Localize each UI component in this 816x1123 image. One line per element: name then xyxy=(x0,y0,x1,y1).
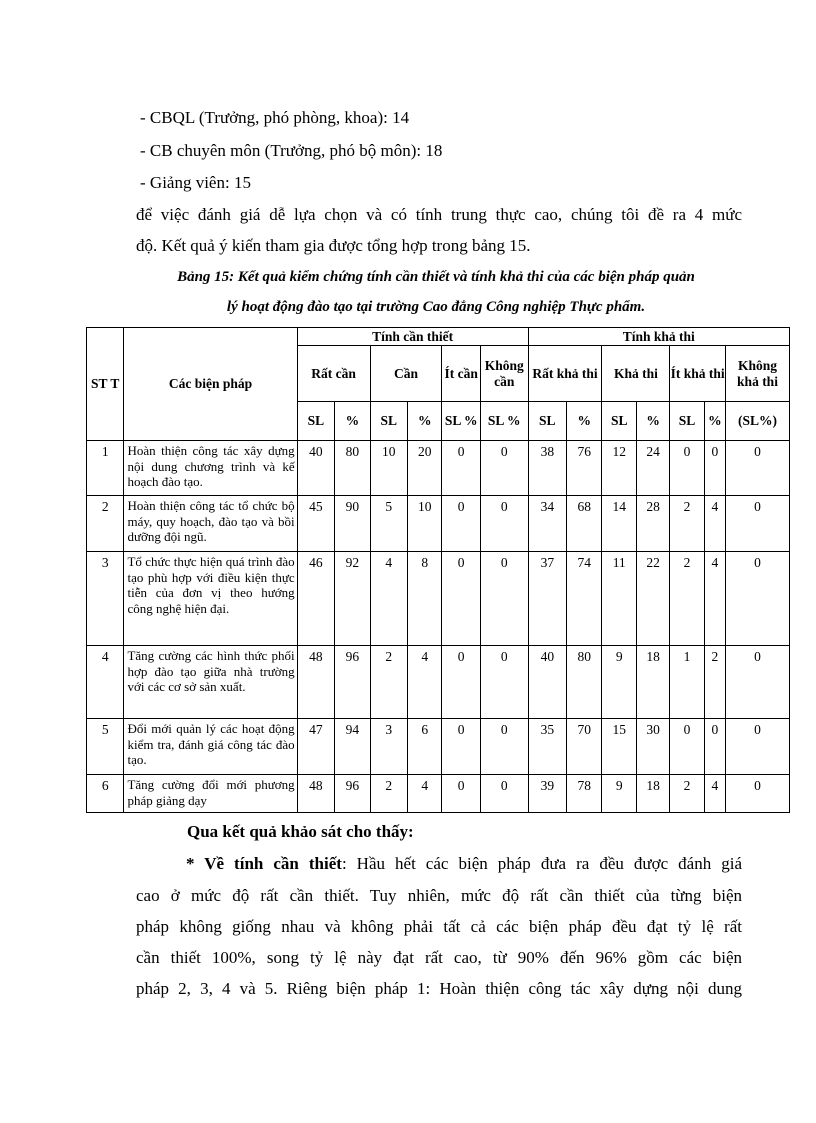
row-value: 0 xyxy=(480,552,528,646)
row-bien-phap: Tăng cường đổi mới phương pháp giảng dạy xyxy=(124,775,297,813)
row-bien-phap: Hoàn thiện công tác xây dựng nội dung chương trình và kế hoạch đào tạo. xyxy=(124,441,297,496)
header-pct: % xyxy=(567,402,602,441)
row-value: 38 xyxy=(528,441,566,496)
row-value: 15 xyxy=(602,719,636,775)
row-value: 0 xyxy=(480,496,528,552)
row-stt: 4 xyxy=(87,646,124,719)
row-value: 4 xyxy=(408,646,442,719)
row-value: 0 xyxy=(726,646,790,719)
row-value: 68 xyxy=(567,496,602,552)
row-value: 24 xyxy=(636,441,669,496)
header-sl: SL xyxy=(670,402,704,441)
row-value: 0 xyxy=(442,441,480,496)
row-value: 0 xyxy=(726,552,790,646)
header-pct: % xyxy=(704,402,725,441)
header-rat-kha-thi: Rất khả thi xyxy=(528,346,602,402)
row-value: 96 xyxy=(335,646,370,719)
row-value: 28 xyxy=(636,496,669,552)
header-pct: % xyxy=(636,402,669,441)
row-value: 40 xyxy=(297,441,334,496)
row-value: 0 xyxy=(670,719,704,775)
intro-line-cbql: - CBQL (Trưởng, phó phòng, khoa): 14 xyxy=(140,108,410,127)
row-bien-phap: Tăng cường các hình thức phối hợp đào tạo giữa nhà trường với các cơ sở sản xuất. xyxy=(124,646,297,719)
table-caption-line-1: Bảng 15: Kết quả kiểm chứng tính cần thiết và tính khả thi của các biện pháp quản xyxy=(177,269,695,285)
header-can: Cần xyxy=(370,346,442,402)
para2-line-5: pháp 2, 3, 4 và 5. Riêng biện pháp 1: Hoàn thiện công tác xây dựng nội dung xyxy=(136,979,742,998)
row-value: 2 xyxy=(670,552,704,646)
header-sl: SL xyxy=(370,402,407,441)
para2-line-2: cao ở mức độ rất cần thiết. Tuy nhiên, mức độ rất cần thiết của từng biện xyxy=(136,886,742,905)
header-sl-pct: SL % xyxy=(442,402,480,441)
row-value: 11 xyxy=(602,552,636,646)
header-it-can: Ít cần xyxy=(442,346,480,402)
row-value: 48 xyxy=(297,775,334,813)
row-value: 0 xyxy=(704,719,725,775)
header-tinh-kha-thi: Tính khả thi xyxy=(528,328,789,346)
para1-line-2: độ. Kết quả ý kiến tham gia được tổng hợp trong bảng 15. xyxy=(136,236,531,255)
row-value: 76 xyxy=(567,441,602,496)
row-stt: 3 xyxy=(87,552,124,646)
row-value: 74 xyxy=(567,552,602,646)
para2-line-3: pháp không giống nhau và không phải tất cả các biện pháp đều đạt tỷ lệ rất xyxy=(136,917,742,936)
row-value: 0 xyxy=(442,496,480,552)
para2-line-1 xyxy=(136,854,742,874)
row-value: 20 xyxy=(408,441,442,496)
row-value: 0 xyxy=(480,441,528,496)
row-value: 2 xyxy=(370,775,407,813)
row-value: 94 xyxy=(335,719,370,775)
row-value: 18 xyxy=(636,646,669,719)
row-value: 47 xyxy=(297,719,334,775)
row-value: 14 xyxy=(602,496,636,552)
row-value: 35 xyxy=(528,719,566,775)
row-value: 34 xyxy=(528,496,566,552)
table-row xyxy=(87,441,790,496)
row-value: 46 xyxy=(297,552,334,646)
row-value: 18 xyxy=(636,775,669,813)
row-value: 40 xyxy=(528,646,566,719)
row-value: 80 xyxy=(335,441,370,496)
header-khong-kha-thi: Không khả thi xyxy=(726,346,790,402)
row-value: 6 xyxy=(408,719,442,775)
survey-heading: Qua kết quả khảo sát cho thấy: xyxy=(187,822,414,841)
row-value: 39 xyxy=(528,775,566,813)
row-value: 10 xyxy=(370,441,407,496)
row-value: 30 xyxy=(636,719,669,775)
table-row xyxy=(87,552,790,646)
row-value: 0 xyxy=(442,646,480,719)
intro-line-giang-vien: - Giảng viên: 15 xyxy=(140,173,251,192)
row-value: 4 xyxy=(704,552,725,646)
results-table xyxy=(86,327,790,813)
row-value: 0 xyxy=(442,775,480,813)
table-row xyxy=(87,775,790,813)
row-value: 96 xyxy=(335,775,370,813)
para2-lead: * Về tính cần thiết xyxy=(186,854,342,873)
header-khong-can: Không cần xyxy=(480,346,528,402)
row-value: 45 xyxy=(297,496,334,552)
row-stt: 6 xyxy=(87,775,124,813)
header-kha-thi-sub: Khả thi xyxy=(602,346,670,402)
row-value: 4 xyxy=(408,775,442,813)
header-sl-pct: SL % xyxy=(480,402,528,441)
row-value: 0 xyxy=(726,719,790,775)
header-stt: ST T xyxy=(87,328,124,441)
row-stt: 2 xyxy=(87,496,124,552)
row-value: 2 xyxy=(704,646,725,719)
row-value: 0 xyxy=(442,552,480,646)
row-value: 0 xyxy=(704,441,725,496)
row-value: 10 xyxy=(408,496,442,552)
row-value: 0 xyxy=(480,646,528,719)
row-value: 2 xyxy=(370,646,407,719)
table-caption-line-2: lý hoạt động đào tạo tại trường Cao đẳng Công nghiệp Thực phẩm. xyxy=(226,299,646,315)
row-value: 0 xyxy=(726,496,790,552)
row-value: 8 xyxy=(408,552,442,646)
row-value: 0 xyxy=(726,441,790,496)
row-stt: 5 xyxy=(87,719,124,775)
row-value: 0 xyxy=(480,719,528,775)
header-sl: SL xyxy=(602,402,636,441)
row-stt: 1 xyxy=(87,441,124,496)
header-rat-can: Rất cần xyxy=(297,346,370,402)
row-value: 9 xyxy=(602,775,636,813)
row-value: 90 xyxy=(335,496,370,552)
row-value: 4 xyxy=(704,775,725,813)
row-value: 4 xyxy=(370,552,407,646)
header-bien-phap: Các biện pháp xyxy=(124,328,297,441)
row-value: 3 xyxy=(370,719,407,775)
row-value: 92 xyxy=(335,552,370,646)
header-it-kha-thi: Ít khả thi xyxy=(670,346,726,402)
table-row xyxy=(87,719,790,775)
row-value: 22 xyxy=(636,552,669,646)
para2-first-rest: : Hầu hết các biện pháp đưa ra đều được đánh giá xyxy=(341,854,742,873)
row-value: 5 xyxy=(370,496,407,552)
table-row xyxy=(87,496,790,552)
header-sl: SL xyxy=(528,402,566,441)
row-value: 0 xyxy=(726,775,790,813)
row-value: 2 xyxy=(670,775,704,813)
header-pct: % xyxy=(408,402,442,441)
row-bien-phap: Tổ chức thực hiện quá trình đào tạo phù hợp với điều kiện thực tiễn của đơn vị theo hướng công nghệ hiện đại. xyxy=(124,552,297,646)
row-value: 78 xyxy=(567,775,602,813)
row-value: 9 xyxy=(602,646,636,719)
row-value: 0 xyxy=(442,719,480,775)
header-tinh-can-thiet: Tính cần thiết xyxy=(297,328,528,346)
row-value: 80 xyxy=(567,646,602,719)
row-value: 12 xyxy=(602,441,636,496)
row-value: 0 xyxy=(670,441,704,496)
row-value: 37 xyxy=(528,552,566,646)
para2-line-4: cần thiết 100%, song tỷ lệ này đạt rất cao, từ 90% đến 96% gồm các biện xyxy=(136,948,742,967)
row-value: 48 xyxy=(297,646,334,719)
header-sl-pct-paren: (SL%) xyxy=(726,402,790,441)
intro-line-cb-chuyen-mon: - CB chuyên môn (Trưởng, phó bộ môn): 18 xyxy=(140,141,443,160)
row-value: 70 xyxy=(567,719,602,775)
header-sl: SL xyxy=(297,402,334,441)
para1-line-1: để việc đánh giá dễ lựa chọn và có tính trung thực cao, chúng tôi đề ra 4 mức xyxy=(136,205,742,224)
table-row xyxy=(87,646,790,719)
row-bien-phap: Đổi mới quản lý các hoạt động kiểm tra, đánh giá công tác đào tạo. xyxy=(124,719,297,775)
row-bien-phap: Hoàn thiện công tác tổ chức bộ máy, quy hoạch, đào tạo và bồi dưỡng đội ngũ. xyxy=(124,496,297,552)
row-value: 2 xyxy=(670,496,704,552)
row-value: 1 xyxy=(670,646,704,719)
header-pct: % xyxy=(335,402,370,441)
row-value: 0 xyxy=(480,775,528,813)
row-value: 4 xyxy=(704,496,725,552)
